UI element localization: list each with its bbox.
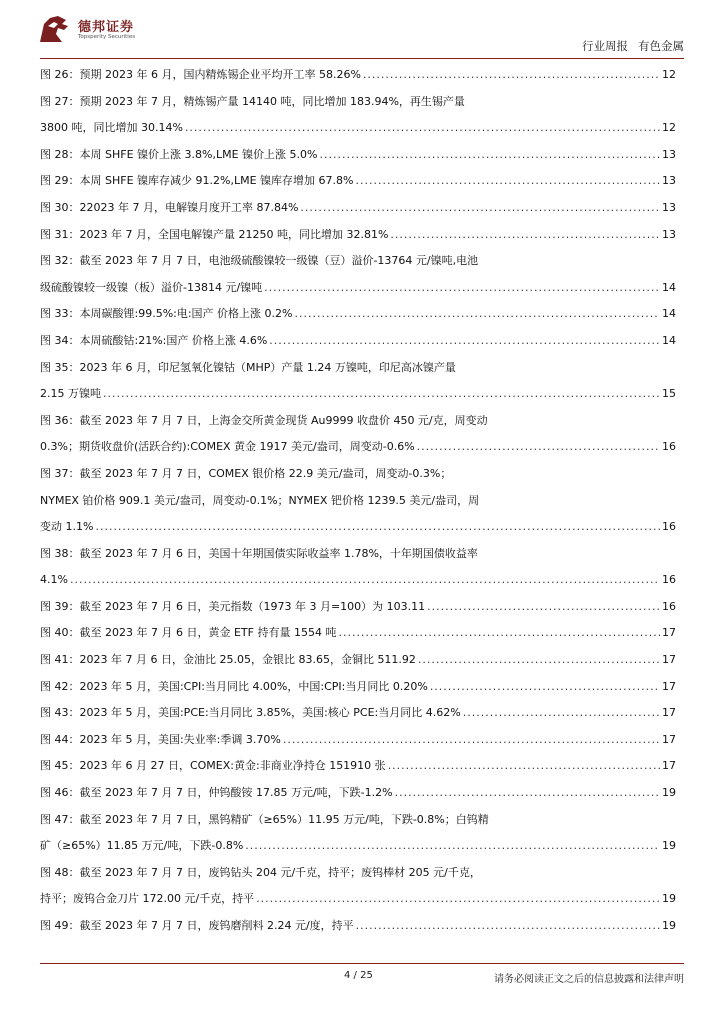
toc-leader-dots <box>363 62 660 89</box>
toc-leader-dots <box>430 674 660 701</box>
toc-page-number: 13 <box>662 147 676 161</box>
toc-line <box>40 594 676 621</box>
toc-leader-dots <box>300 195 660 222</box>
toc-entry-text: 图 42：2023 年 5 月，美国:CPI:当月同比 4.00%，中国:CPI:当月同比 0.20% <box>40 679 428 693</box>
toc-entry-text: 图 34：本周硫酸钴:21%:国产 价格上涨 4.6% <box>40 333 268 347</box>
toc-entry[interactable] <box>40 62 676 89</box>
toc-entry[interactable] <box>40 807 676 860</box>
toc-entry-text: 图 39：截至 2023 年 7 月 6 日，美元指数（1973 年 3 月=100）为 103.11 <box>40 599 426 613</box>
toc-entry[interactable] <box>40 355 676 408</box>
toc-line <box>40 115 676 142</box>
toc-entry-text: 图 47：截至 2023 年 7 月 7 日，黑钨精矿（≥65%）11.95 万元/吨，下跌-0.8%；白钨精 <box>40 812 489 826</box>
toc-entry[interactable] <box>40 301 676 328</box>
toc-line <box>40 168 676 195</box>
toc-entry-text: 图 49：截至 2023 年 7 月 7 日，废钨磨削料 2.24 元/度，持平 <box>40 919 354 932</box>
toc-leader-dots <box>264 275 660 302</box>
toc-entry-text: 图 27：预期 2023 年 7 月，精炼锡产量 14140 吨，同比增加 183.94%，再生锡产量 <box>40 94 465 108</box>
toc-entry[interactable] <box>40 541 676 594</box>
toc-page-number: 16 <box>662 520 676 534</box>
toc-entry[interactable] <box>40 195 676 222</box>
toc-entry-text: 0.3%；期货收盘价(活跃合约):COMEX 黄金 1917 美元/盎司，周变动-0.6% <box>40 440 415 454</box>
toc-entry[interactable] <box>40 674 676 701</box>
toc-line <box>40 833 676 860</box>
toc-entry-text: 图 33：本周碳酸锂:99.5%:电:国产 价格上涨 0.2% <box>40 307 293 321</box>
toc-page-number: 14 <box>662 333 676 347</box>
toc-entry[interactable] <box>40 913 676 940</box>
toc-entry[interactable] <box>40 727 676 754</box>
toc-entry-text: 4.1% <box>40 573 68 587</box>
toc-page-number: 17 <box>662 732 676 746</box>
toc-page-number: 15 <box>662 387 676 401</box>
toc-entry[interactable] <box>40 647 676 674</box>
toc-entry-text: 变动 1.1% <box>40 520 94 534</box>
toc-line <box>40 541 676 568</box>
toc-entry-text: 图 26：预期 2023 年 6 月，国内精炼锡企业平均开工率 58.26% <box>40 68 361 81</box>
toc-page-number: 16 <box>662 573 676 587</box>
report-category <box>572 38 684 54</box>
toc-entry[interactable] <box>40 700 676 727</box>
toc-leader-dots <box>427 594 660 621</box>
toc-page-number: 13 <box>662 174 676 188</box>
toc-line <box>40 301 676 328</box>
toc-page-number: 16 <box>662 440 676 454</box>
toc-line <box>40 275 676 302</box>
toc-page-number: 14 <box>662 307 676 321</box>
toc-page-number: 17 <box>662 706 676 720</box>
toc-page-number: 13 <box>662 200 676 214</box>
toc-line <box>40 89 676 116</box>
toc-leader-dots <box>295 301 661 328</box>
toc-page-number: 19 <box>662 786 676 800</box>
toc-entry[interactable] <box>40 860 676 913</box>
toc-leader-dots <box>418 647 660 674</box>
toc-line <box>40 222 676 249</box>
toc-line <box>40 753 676 780</box>
toc-entry[interactable] <box>40 408 676 461</box>
toc-leader-dots <box>388 753 660 780</box>
toc-page-number: 17 <box>662 679 676 693</box>
toc-page-number: 12 <box>662 68 676 81</box>
toc-leader-dots <box>355 168 660 195</box>
toc-entry-text: 图 48：截至 2023 年 7 月 7 日，废钨钻头 204 元/千克，持平；废钨棒材 205 元/千克， <box>40 865 481 879</box>
toc-leader-dots <box>283 727 660 754</box>
toc-entry[interactable] <box>40 780 676 807</box>
toc-leader-dots <box>356 913 660 940</box>
toc-entry[interactable] <box>40 168 676 195</box>
toc-entry-text: 图 46：截至 2023 年 7 月 7 日，仲钨酸铵 17.85 万元/吨，下跌-1.2% <box>40 786 393 800</box>
toc-line <box>40 488 676 515</box>
toc-leader-dots <box>269 328 660 355</box>
toc-leader-dots <box>185 115 660 142</box>
toc-leader-dots <box>95 514 660 541</box>
toc-line <box>40 913 676 940</box>
toc-line <box>40 408 676 435</box>
toc-leader-dots <box>319 142 660 169</box>
toc-entry-text: 矿（≥65%）11.85 万元/吨，下跌-0.8% <box>40 839 244 853</box>
toc-entry[interactable] <box>40 142 676 169</box>
toc-leader-dots <box>245 833 660 860</box>
toc-line <box>40 807 676 834</box>
toc-line <box>40 886 676 913</box>
toc-entry-text: 持平；废钨合金刀片 172.00 元/千克，持平 <box>40 892 255 906</box>
toc-line <box>40 355 676 382</box>
toc-entry-text: 图 35：2023 年 6 月，印尼氢氧化镍钴（MHP）产量 1.24 万镍吨，印尼高冰镍产量 <box>40 360 456 374</box>
toc-entry-text: 图 32：截至 2023 年 7 月 7 日，电池级硫酸镍较一级镍（豆）溢价-13764 元/镍吨,电池 <box>40 254 479 268</box>
toc-entry-text: 图 45：2023 年 6 月 27 日，COMEX:黄金:非商业净持仓 151910 张 <box>40 759 386 773</box>
toc-line <box>40 62 676 89</box>
toc-line <box>40 674 676 701</box>
toc-line <box>40 195 676 222</box>
toc-leader-dots <box>338 620 660 647</box>
toc-line <box>40 780 676 807</box>
toc-entry-text: 3800 吨，同比增加 30.14% <box>40 121 183 135</box>
toc-line <box>40 647 676 674</box>
toc-line <box>40 142 676 169</box>
toc-page-number: 19 <box>662 919 676 932</box>
report-sector: 有色金属 <box>638 39 684 53</box>
toc-page-number: 19 <box>662 839 676 853</box>
toc-page-number: 17 <box>662 626 676 640</box>
toc-entry-text: 2.15 万镍吨 <box>40 387 101 401</box>
toc-page-number: 12 <box>662 121 676 135</box>
toc-line <box>40 514 676 541</box>
toc-page-number: 16 <box>662 599 676 613</box>
toc-entry[interactable] <box>40 620 676 647</box>
toc-entry[interactable] <box>40 328 676 355</box>
toc-entry-text: 级硫酸镍较一级镍（板）溢价-13814 元/镍吨 <box>40 280 263 294</box>
toc-entry[interactable] <box>40 89 676 142</box>
report-type: 行业周报 <box>582 39 628 53</box>
toc-entry-text: 图 29：本周 SHFE 镍库存减少 91.2%,LME 镍库存增加 67.8% <box>40 174 354 188</box>
toc-entry[interactable] <box>40 222 676 249</box>
toc-entry-text: NYMEX 铂价格 909.1 美元/盎司，周变动-0.1%；NYMEX 钯价格 1239.5 美元/盎司，周 <box>40 493 480 507</box>
toc-line <box>40 700 676 727</box>
toc-leader-dots <box>390 222 660 249</box>
toc-entry[interactable] <box>40 594 676 621</box>
toc-leader-dots <box>256 886 660 913</box>
toc-page-number: 14 <box>662 280 676 294</box>
toc-line <box>40 567 676 594</box>
toc-entry[interactable] <box>40 461 676 541</box>
logo-mark-icon <box>38 14 72 44</box>
toc-leader-dots <box>417 434 660 461</box>
table-of-figures <box>40 62 676 940</box>
toc-entry-text: 图 37：截至 2023 年 7 月 7 日，COMEX 银价格 22.9 美元/盎司，周变动-0.3%； <box>40 466 452 480</box>
company-logo <box>38 12 178 48</box>
toc-entry-text: 图 31：2023 年 7 月，全国电解镍产量 21250 吨，同比增加 32.81% <box>40 227 389 241</box>
toc-page-number: 17 <box>662 759 676 773</box>
toc-entry[interactable] <box>40 753 676 780</box>
toc-leader-dots <box>395 780 660 807</box>
toc-line <box>40 461 676 488</box>
toc-entry-text: 图 44：2023 年 5 月，美国:失业率:季调 3.70% <box>40 732 281 746</box>
toc-line <box>40 248 676 275</box>
toc-page-number: 13 <box>662 227 676 241</box>
toc-leader-dots <box>70 567 660 594</box>
toc-entry-text: 图 36：截至 2023 年 7 月 7 日，上海金交所黄金现货 Au9999 收盘价 450 元/克，周变动 <box>40 413 488 427</box>
toc-entry-text: 图 30：22023 年 7 月，电解镍月度开工率 87.84% <box>40 200 299 214</box>
toc-leader-dots <box>103 381 660 408</box>
logo-chinese-name: 德邦证券 <box>78 20 135 35</box>
page-number: 4 / 25 <box>344 970 373 981</box>
toc-leader-dots <box>463 700 660 727</box>
toc-entry-text: 图 28：本周 SHFE 镍价上涨 3.8%,LME 镍价上涨 5.0% <box>40 147 318 161</box>
toc-entry[interactable] <box>40 248 676 301</box>
toc-entry-text: 图 40：截至 2023 年 7 月 6 日，黄金 ETF 持有量 1554 吨 <box>40 626 337 640</box>
disclaimer-note: 请务必阅读正文之后的信息披露和法律声明 <box>494 974 684 985</box>
logo-english-name: Topsperity Securities <box>78 34 136 40</box>
footer-divider <box>40 963 684 964</box>
toc-entry-text: 图 43：2023 年 5 月，美国:PCE:当月同比 3.85%，美国:核心 PCE:当月同比 4.62% <box>40 706 461 720</box>
page-header <box>0 0 724 60</box>
toc-page-number: 17 <box>662 653 676 667</box>
toc-line <box>40 727 676 754</box>
toc-entry-text: 图 38：截至 2023 年 7 月 6 日，美国十年期国债实际收益率 1.78%，十年期国债收益率 <box>40 546 478 560</box>
toc-line <box>40 381 676 408</box>
header-divider <box>40 58 684 59</box>
toc-line <box>40 434 676 461</box>
toc-line <box>40 620 676 647</box>
toc-page-number: 19 <box>662 892 676 906</box>
toc-entry-text: 图 41：2023 年 7 月 6 日，金油比 25.05，金银比 83.65，金铜比 511.92 <box>40 653 416 667</box>
toc-line <box>40 328 676 355</box>
toc-line <box>40 860 676 887</box>
